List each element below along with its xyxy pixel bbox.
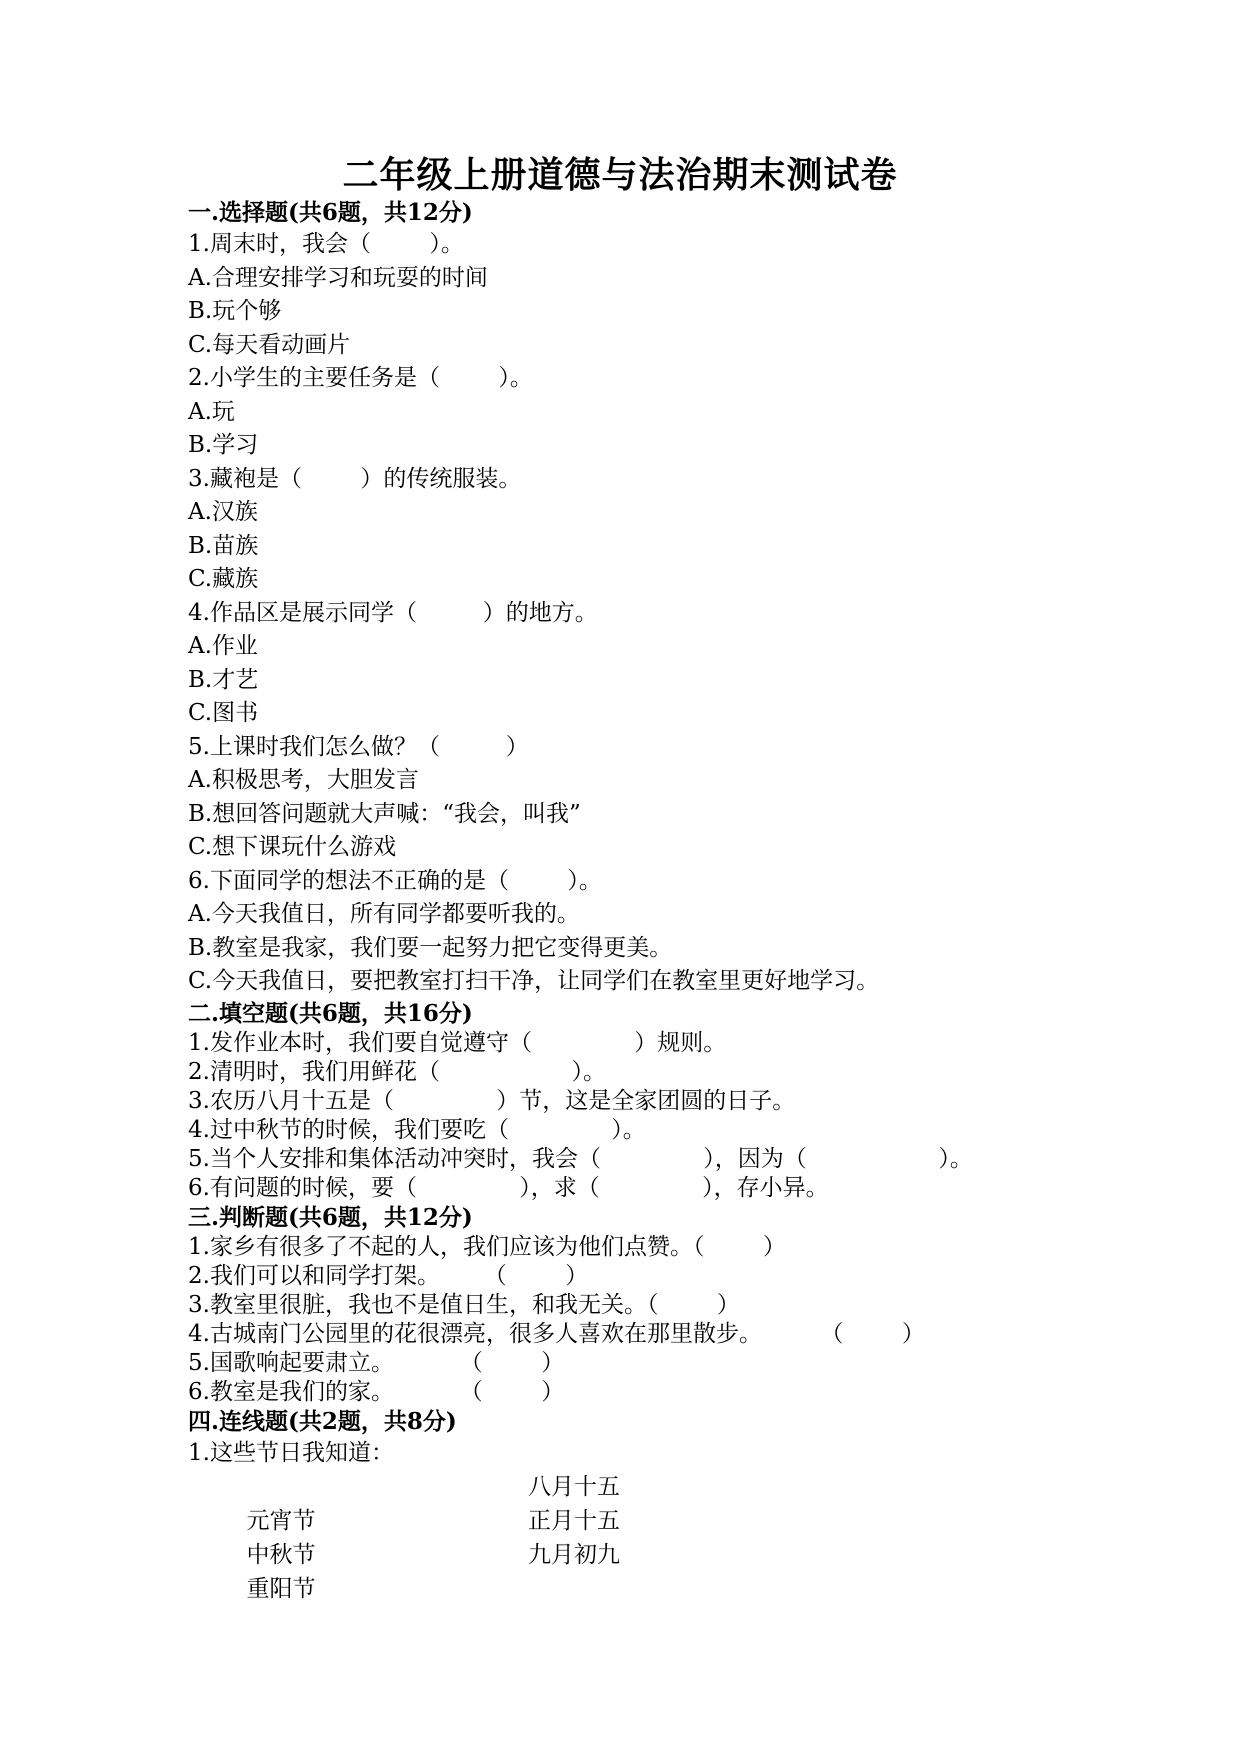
question-line: 5.国歌响起要肃立。 （ ） [188,1349,565,1376]
question-line: 4.作品区是展示同学（ ）的地方。 [188,599,598,626]
option-line: B.苗族 [188,532,259,559]
option-line: C.每天看动画片 [188,331,351,358]
option-line: A.积极思考，大胆发言 [188,767,419,793]
question-line: 2.我们可以和同学打架。 （ ） [188,1262,589,1289]
question-line: 5.当个人安排和集体活动冲突时，我会（ ），因为（ ）。 [188,1145,973,1172]
question-line: 4.古城南门公园里的花很漂亮，很多人喜欢在那里散步。 （ ） [188,1320,925,1347]
question-line: 5.上课时我们怎么做？（ ） [188,733,529,760]
option-line: B.玩个够 [188,298,282,324]
option-line: A.合理安排学习和玩耍的时间 [188,264,488,291]
section-multiple-choice [188,198,1188,999]
option-line: A.今天我值日，所有同学都要听我的。 [188,901,580,927]
section-fill-in-blank [188,999,1188,1203]
section-true-false [188,1203,1188,1407]
option-line: C.藏族 [188,566,259,592]
question-line: 1.家乡有很多了不起的人，我们应该为他们点赞。（ ） [188,1233,786,1260]
section-heading: 二.填空题(共6题，共16分) [188,999,473,1027]
exam-content [188,198,1188,1602]
option-line: A.作业 [188,633,258,659]
match-left-item: 中秋节 [246,1542,316,1568]
option-line: B.才艺 [188,666,259,693]
match-row [188,1538,1188,1602]
question-line: 3.教室里很脏，我也不是值日生，和我无关。（ ） [188,1291,740,1318]
option-line: B.学习 [188,432,259,458]
question-line: 6.下面同学的想法不正确的是（ ）。 [188,867,602,894]
question-line: 1.发作业本时，我们要自觉遵守（ ）规则。 [188,1029,727,1056]
section-heading: 四.连线题(共2题，共8分) [188,1407,457,1435]
match-right-item: 八月十五 [528,1474,620,1500]
option-line: A.汉族 [188,499,258,525]
match-left-item: 重阳节 [246,1576,316,1602]
option-line: C.图书 [188,700,259,726]
option-line: C.想下课玩什么游戏 [188,834,397,860]
question-line: 2.清明时，我们用鲜花（ ）。 [188,1058,607,1085]
match-left-item: 元宵节 [246,1508,316,1534]
page-title: 二年级上册道德与法治期末测试卷 [342,154,898,196]
option-line: C.今天我值日，要把教室打扫干净，让同学们在教室里更好地学习。 [188,968,880,994]
question-line: 1.这些节日我知道： [188,1439,394,1466]
question-line: 2.小学生的主要任务是（ ）。 [188,365,533,391]
option-line: B.教室是我家，我们要一起努力把它变得更美。 [188,934,673,961]
question-line: 3.藏袍是（ ）的传统服装。 [188,465,522,492]
section-heading: 一.选择题(共6题，共12分) [188,199,473,226]
question-line: 6.教室是我们的家。 （ ） [188,1378,565,1405]
section-matching [188,1407,1188,1602]
option-line: B.想回答问题就大声喊：“我会，叫我” [188,800,581,827]
match-right-item: 九月初九 [528,1542,620,1568]
question-line: 6.有问题的时候，要（ ），求（ ），存小异。 [188,1174,829,1201]
match-right-item: 正月十五 [528,1508,620,1534]
question-line: 1.周末时，我会（ ）。 [188,231,464,257]
question-line: 3.农历八月十五是（ ）节，这是全家团圆的日子。 [188,1087,796,1114]
section-heading: 三.判断题(共6题，共12分) [188,1203,473,1231]
question-line: 4.过中秋节的时候，我们要吃（ ）。 [188,1116,646,1143]
option-line: A.玩 [188,398,235,425]
